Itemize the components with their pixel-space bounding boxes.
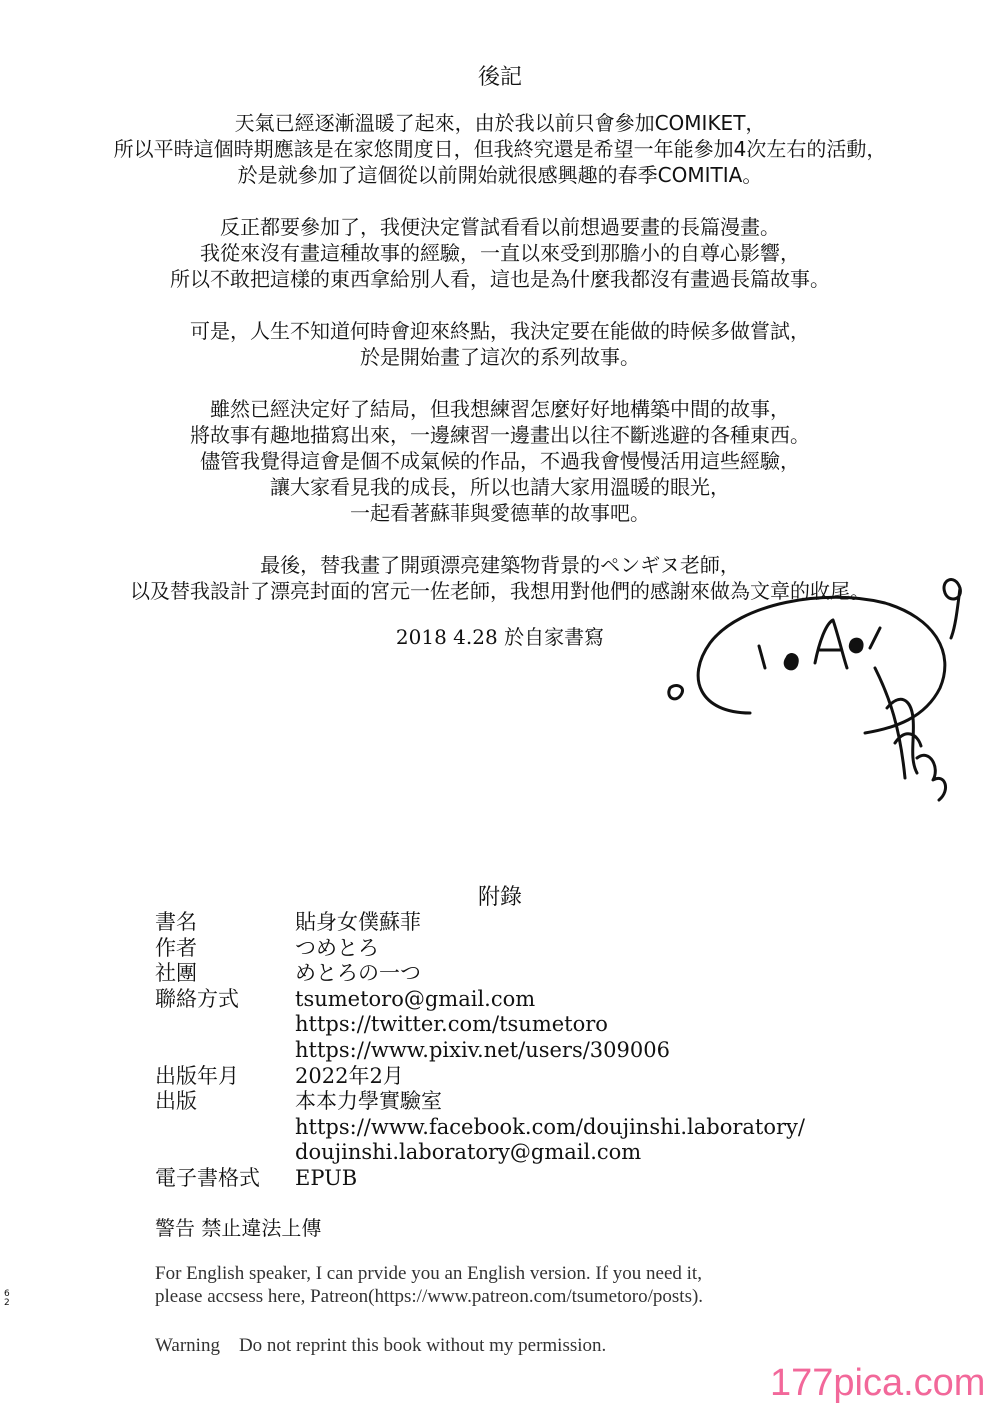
appendix-table [155, 910, 955, 1192]
publisher-email: doujinshi.laboratory@gmail.com [295, 1140, 642, 1165]
signature-drawing [655, 568, 975, 808]
english-line: please accsess here, Patreon(https://www.patreon.com/tsumetoro/posts). [155, 1286, 704, 1307]
appendix-values [295, 910, 421, 936]
appendix-row [155, 1064, 955, 1090]
appendix-label: 作者 [155, 935, 197, 960]
english-line: For English speaker, I can prvide you an English version. If you need it, [155, 1263, 702, 1284]
dateline: 2018 4.28 於自家書寫 [395, 625, 605, 649]
text-line: 我從來沒有畫這種故事的經驗，一直以來受到那膽小的自尊心影響， [200, 241, 800, 265]
appendix-value: つめとろ [295, 935, 379, 960]
contact-twitter-link: https://twitter.com/tsumetoro [295, 1012, 608, 1037]
appendix-values [295, 961, 421, 987]
contact-email: tsumetoro@gmail.com [295, 986, 536, 1011]
appendix-row [155, 936, 955, 962]
appendix-row [155, 1089, 955, 1166]
warning-english: Warning Do not reprint this book without my permission. [155, 1335, 607, 1356]
text-line: 最後，替我畫了開頭漂亮建築物背景的ペンギヌ老師， [260, 553, 740, 577]
text-line: 於是開始畫了這次的系列故事。 [360, 345, 640, 369]
appendix-row [155, 910, 955, 936]
appendix-row [155, 1166, 955, 1192]
appendix-value: 2022年2月 [295, 1063, 404, 1088]
text-line: 以及替我設計了漂亮封面的宮元一佐老師，我想用對他們的感謝來做為文章的收尾。 [130, 579, 870, 603]
page-number: 62 [4, 1289, 10, 1308]
appendix-values [295, 1166, 357, 1192]
publisher-name: 本本力學實驗室 [295, 1089, 442, 1114]
text-line: 所以平時這個時期應該是在家悠閒度日，但我終究還是希望一年能參加4次左右的活動， [113, 137, 887, 161]
text-line: 讓大家看見我的成長，所以也請大家用溫暖的眼光， [270, 475, 730, 499]
afterword-paragraph [20, 318, 980, 370]
appendix-value: 貼身女僕蘇菲 [295, 910, 421, 934]
appendix-label: 出版年月 [155, 1063, 239, 1088]
appendix-row [155, 987, 955, 1064]
afterword-paragraph [20, 214, 980, 292]
appendix-value: めとろの一つ [295, 961, 421, 986]
appendix-values [295, 987, 670, 1064]
afterword-title: 後記 [477, 65, 522, 90]
appendix-label: 電子書格式 [155, 1165, 260, 1190]
publisher-facebook-link: https://www.facebook.com/doujinshi.laboratory/ [295, 1114, 805, 1139]
text-line: 儘管我覺得這會是個不成氣候的作品，不過我會慢慢活用這些經驗， [200, 449, 800, 473]
appendix-label: 出版 [155, 1089, 197, 1114]
appendix-values [295, 936, 379, 962]
text-line: 將故事有趣地描寫出來，一邊練習一邊畫出以往不斷逃避的各種東西。 [190, 423, 810, 447]
appendix-values [295, 1089, 805, 1166]
text-line: 天氣已經逐漸溫暖了起來，由於我以前只會參加COMIKET， [234, 111, 766, 135]
appendix-row [155, 961, 955, 987]
text-line: 雖然已經決定好了結局，但我想練習怎麼好好地構築中間的故事， [210, 397, 790, 421]
appendix-label: 社團 [155, 961, 197, 986]
text-line: 可是，人生不知道何時會迎來終點，我決定要在能做的時候多做嘗試， [190, 319, 810, 343]
watermark: 177pica.com [770, 1362, 986, 1404]
text-line: 一起看著蘇菲與愛德華的故事吧。 [350, 501, 650, 525]
contact-pixiv-link: https://www.pixiv.net/users/309006 [295, 1037, 670, 1062]
appendix-values [295, 1064, 404, 1090]
appendix-title: 附錄 [477, 885, 522, 910]
english-notice [155, 1262, 955, 1357]
appendix-label: 聯絡方式 [155, 986, 239, 1011]
text-line: 於是就參加了這個從以前開始就很感興趣的春季COMITIA。 [237, 163, 763, 187]
warning-chinese: 警告 禁止違法上傳 [155, 1216, 322, 1240]
text-line: 所以不敢把這樣的東西拿給別人看，這也是為什麼我都沒有畫過長篇故事。 [170, 267, 830, 291]
appendix-label: 書名 [155, 910, 197, 934]
appendix-value: EPUB [295, 1165, 358, 1190]
afterword-paragraph [20, 110, 980, 188]
text-line: 反正都要參加了，我便決定嘗試看看以前想過要畫的長篇漫畫。 [220, 215, 780, 239]
afterword-paragraph [20, 396, 980, 526]
